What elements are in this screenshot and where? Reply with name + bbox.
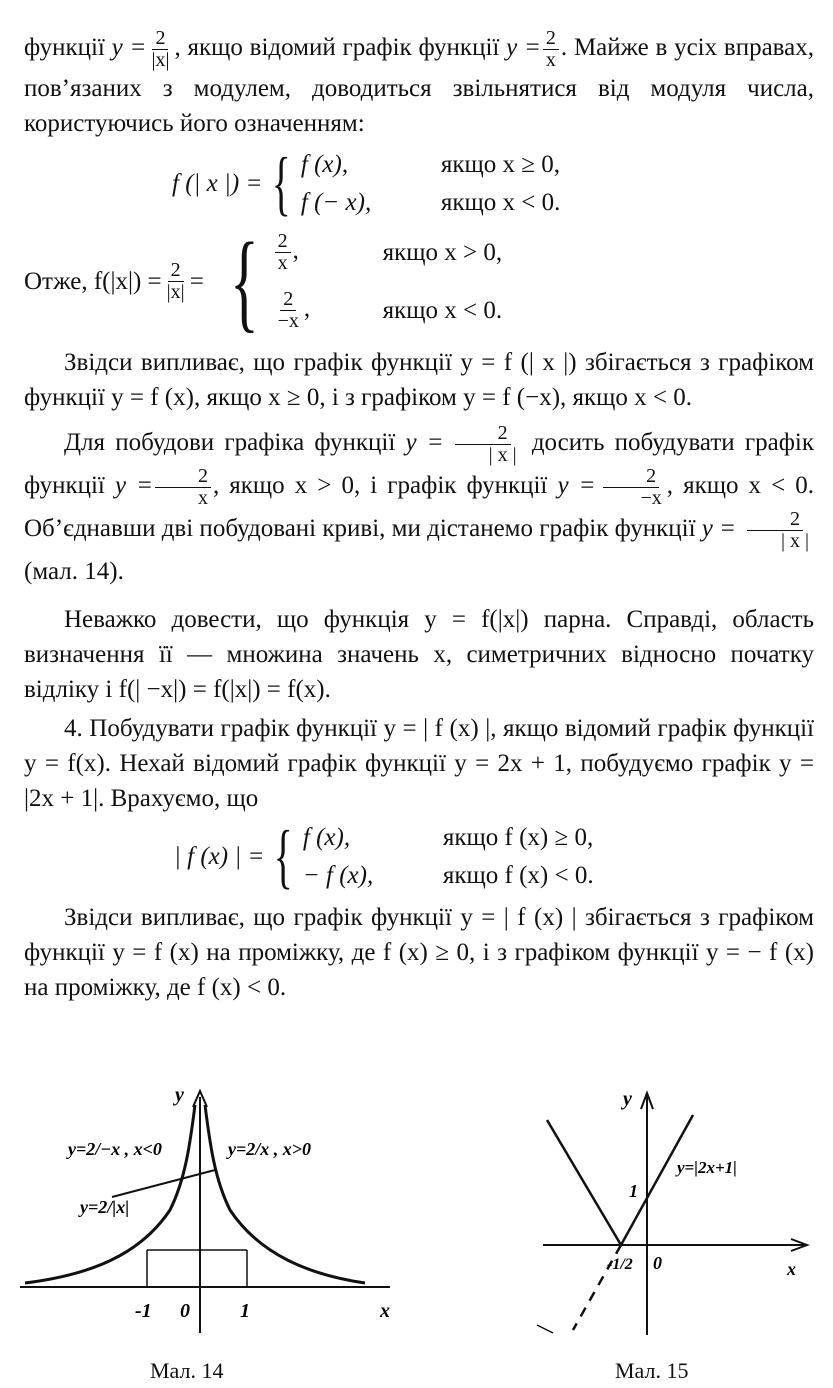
text: , якщо x > 0, і графік функції xyxy=(212,472,558,500)
case-condition: якщо x ≥ 0, xyxy=(440,150,560,178)
line-right xyxy=(621,1115,693,1245)
left-brace: { xyxy=(229,220,259,342)
label-left: y=2/−x , x<0 xyxy=(68,1139,162,1159)
paragraph-4: Неважко довести, що функція y = f(|x|) парна. Справді, область визначення її — множина значень x, симетричних відносно початку відліку і f(| −x|) = f(|x|) = f(x). xyxy=(24,606,814,703)
fraction-numerator: 2 xyxy=(168,260,184,282)
x-axis-label: x xyxy=(787,1259,796,1279)
fraction-numerator: 2 xyxy=(543,28,559,50)
line-left xyxy=(547,1120,621,1245)
fraction xyxy=(543,28,559,71)
equals-sign: = xyxy=(189,267,204,295)
figure-14-graph xyxy=(20,1085,440,1345)
fraction-numerator: 2 xyxy=(275,231,291,253)
figure-14-caption: Мал. 14 xyxy=(150,1358,224,1383)
y-axis-label: y xyxy=(175,1085,184,1106)
definition-formula-1 xyxy=(172,145,814,221)
formula-text: y = xyxy=(557,472,596,500)
figure-15-graph xyxy=(525,1085,825,1345)
curve-left xyxy=(25,1105,195,1283)
text: Для побудови графіка функції xyxy=(64,429,406,457)
tick-label: -1/2 xyxy=(607,1256,633,1273)
paragraph-1 xyxy=(24,28,814,141)
tick-label: -1 xyxy=(135,1300,152,1322)
fraction-denominator: −x xyxy=(277,309,299,332)
x-axis-label: x xyxy=(380,1300,390,1322)
fraction-numerator: 2 xyxy=(603,466,659,488)
fraction-denominator: −x xyxy=(640,487,662,509)
case-expression: f (x), xyxy=(300,150,349,178)
formula-text: y = xyxy=(111,34,147,62)
case-condition: якщо x > 0, xyxy=(382,238,503,266)
text: досить побудувати графік функції xyxy=(24,429,814,500)
tick-label: 0 xyxy=(180,1300,190,1322)
figure-15-caption: Мал. 15 xyxy=(615,1358,689,1383)
formula-text: y = xyxy=(405,429,444,457)
cases xyxy=(273,223,503,339)
case-expression: f (− x), xyxy=(300,188,372,216)
left-brace: { xyxy=(272,143,292,223)
text: (мал. 14). xyxy=(24,558,124,585)
case-expression: f (x), xyxy=(302,823,351,851)
fraction-denominator: | x | xyxy=(488,444,517,466)
definition-formula-2 xyxy=(24,220,814,342)
case-condition: якщо f (x) ≥ 0, xyxy=(442,823,594,851)
case-row xyxy=(303,818,594,856)
case-condition: якщо f (x) < 0. xyxy=(442,861,594,889)
label-function: y=|2x+1| xyxy=(677,1158,737,1177)
text: функції xyxy=(24,34,112,62)
y-axis-label: y xyxy=(623,1088,632,1110)
case-row: $\frac{2}{-x}$ , якщо x < 0. xyxy=(273,281,503,339)
fraction-numerator: 2 xyxy=(280,289,296,311)
paragraph-5: 4. Побудувати графік функції y = | f (x) |, якщо відомий графік функції y = f(x). Нехай відомий графік функції y = 2x + 1, побудуємо графік y = |2x + 1|. Врахуємо, що xyxy=(24,715,814,812)
definition-formula-3 xyxy=(174,818,814,894)
formula-lhs: Отже, f(|x|) = xyxy=(24,267,162,295)
formula-lhs: | f (x) | = xyxy=(174,842,265,870)
text: , якщо відомий графік функції xyxy=(174,34,507,62)
formula-text: y = xyxy=(701,515,736,543)
case-condition: якщо x < 0. xyxy=(382,296,503,324)
case-row xyxy=(301,183,561,221)
curve-right xyxy=(205,1105,365,1283)
text: . Майже в усіх вправах, пов’язаних з модулем, доводиться звільнятися від модуля числа, користуючись його означенням: xyxy=(24,34,815,137)
paragraph-2: Звідси випливає, що графік функції y = f (| x |) збігається з графіком функції y = f (x), якщо x ≥ 0, і з графіком y = f (−x), якщо x < 0. xyxy=(24,349,814,411)
text: , якщо x < 0. Об’єднавши дві побудовані криві, ми дістанемо графік функції xyxy=(24,472,814,543)
paragraph-3 xyxy=(24,423,814,592)
case-row xyxy=(301,145,561,183)
fraction-denominator: |x| xyxy=(151,49,170,71)
case-condition: якщо x < 0. xyxy=(440,188,561,216)
fraction xyxy=(446,423,520,466)
tick-label: 1 xyxy=(629,1181,638,1201)
fraction-denominator: | x | xyxy=(781,530,810,552)
case-row: $\frac{2}{x}$ , якщо x > 0, xyxy=(273,223,503,281)
fraction xyxy=(738,509,812,552)
label-mid: y=2/|x| xyxy=(80,1197,130,1217)
formula-text: y = xyxy=(506,34,541,62)
case-row xyxy=(303,856,594,894)
label-right: y=2/x , x>0 xyxy=(228,1139,312,1159)
fraction xyxy=(275,231,291,274)
fraction-numerator: 2 xyxy=(152,28,168,50)
tick-label: 1 xyxy=(240,1300,250,1322)
fraction-numerator: 2 xyxy=(155,466,211,488)
paragraph-6: Звідси випливає, що графік функції y = | f (x) | збігається з графіком функції y = f (x) на проміжку, де f (x) ≥ 0, і з графіком функції y = − f (x) на проміжку, де f (x) < 0. xyxy=(24,904,814,1001)
fraction-denominator: x xyxy=(545,49,556,71)
case-expression: − f (x), xyxy=(302,861,374,889)
fraction xyxy=(148,28,172,71)
formula-lhs: f (| x |) = xyxy=(172,169,263,197)
fraction-numerator: 2 xyxy=(747,509,803,531)
cases xyxy=(303,818,594,894)
fraction-denominator: |x| xyxy=(166,280,185,303)
cases xyxy=(301,145,561,221)
page-text xyxy=(24,28,814,1005)
fraction-denominator: x xyxy=(277,251,288,274)
fraction xyxy=(597,466,664,509)
fraction xyxy=(164,260,188,303)
left-brace: { xyxy=(274,816,294,896)
stray-mark xyxy=(537,1325,553,1333)
fraction-numerator: 2 xyxy=(455,423,511,445)
fraction xyxy=(275,289,302,332)
figures xyxy=(0,1085,833,1387)
formula-text: y = xyxy=(114,472,153,500)
fraction xyxy=(155,466,211,509)
fraction-denominator: x xyxy=(197,487,208,509)
tick-label: 0 xyxy=(653,1253,662,1273)
